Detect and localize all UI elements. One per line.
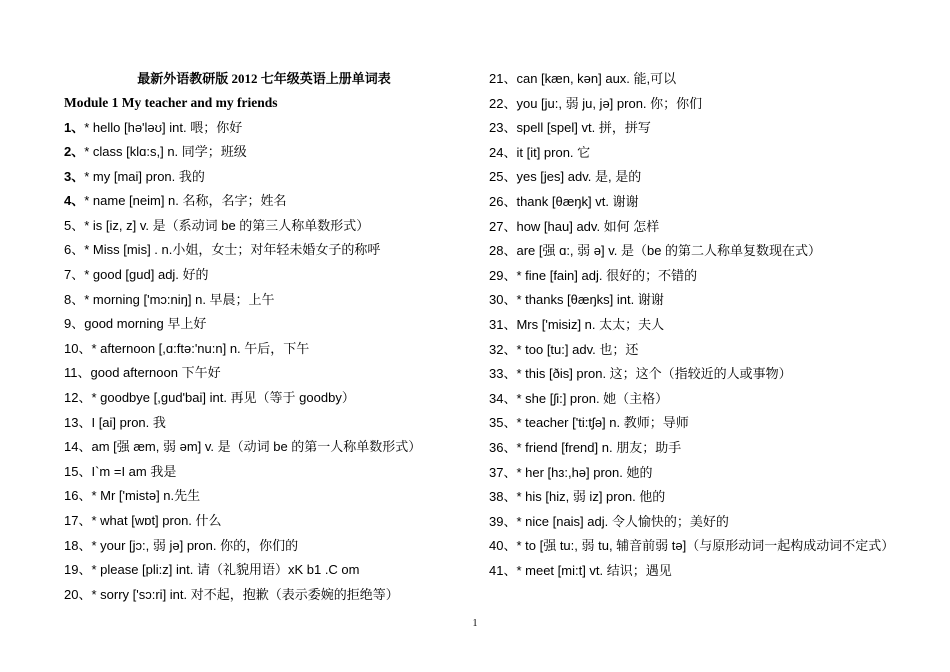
- entry-number: 27、: [489, 218, 517, 234]
- entry-text: spell [spel] vt. 拼，拼写: [516, 120, 651, 136]
- entry-text: can [kæn, kən] aux. 能,可以: [516, 71, 677, 86]
- entry-number: 13、: [64, 414, 92, 430]
- entry-text: * good [ɡud] adj. 好的: [84, 267, 209, 283]
- word-entry: [64, 116, 464, 141]
- entry-number: 2、: [64, 144, 85, 160]
- entry-text: * is [iz, z] v. 是（系动词 be 的第三人称单数形式）: [84, 217, 370, 233]
- entry-text: * your [jɔ:, 弱 jə] pron. 你的，你们的: [91, 537, 299, 553]
- entry-text: * afternoon [,ɑ:ftə:'nu:n] n. 午后，下午: [91, 340, 310, 356]
- entry-number: 7、: [64, 267, 85, 283]
- entry-number: 17、: [64, 513, 92, 528]
- entry-number: 34、: [489, 390, 517, 406]
- entry-text: * too [tu:] adv. 也；还: [516, 341, 639, 357]
- entry-text: * meet [mi:t] vt. 结识；遇见: [516, 562, 672, 578]
- word-entry: [64, 263, 464, 288]
- entry-number: 1、: [64, 119, 85, 135]
- entry-text: am [强 æm, 弱 əm] v. 是（动词 be 的第一人称单数形式）: [91, 439, 422, 455]
- word-entry: [64, 583, 464, 608]
- word-entry: [64, 386, 464, 411]
- word-entry: [489, 92, 909, 117]
- entry-number: 12、: [64, 390, 92, 406]
- entry-number: 5、: [64, 217, 85, 233]
- entry-number: 38、: [489, 489, 517, 505]
- entry-number: 6、: [64, 242, 85, 258]
- word-entry: [489, 288, 909, 313]
- entry-text: I`m =I am 我是: [91, 463, 177, 479]
- entry-number: 24、: [489, 144, 517, 160]
- entry-number: 40、: [489, 538, 517, 554]
- entry-text: good morning 早上好: [84, 316, 207, 332]
- entry-number: 3、: [64, 168, 85, 184]
- word-entry: [64, 435, 464, 460]
- entry-text: yes [jes] adv. 是, 是的: [516, 169, 642, 185]
- entry-number: 15、: [64, 463, 92, 479]
- entry-number: 23、: [489, 120, 517, 136]
- right-column: [489, 67, 909, 583]
- entry-number: 8、: [64, 291, 85, 307]
- word-entry: [489, 534, 909, 559]
- entry-text: it [it] pron. 它: [516, 144, 591, 160]
- entry-number: 10、: [64, 340, 92, 356]
- entry-text: are [强 ɑ:, 弱 ə] v. 是（be 的第二人称单复数现在式）: [516, 243, 822, 259]
- entry-text: * please [pli:z] int. 请（礼貌用语）xK b1 .C om: [91, 562, 360, 578]
- entry-text: * my [mai] pron. 我的: [84, 168, 205, 184]
- entry-number: 35、: [489, 415, 517, 431]
- entry-number: 37、: [489, 464, 517, 480]
- word-entry: [64, 337, 464, 362]
- entry-number: 30、: [489, 292, 517, 308]
- entry-text: * her [hɜ:,hə] pron. 她的: [516, 464, 653, 480]
- word-entry: [64, 460, 464, 485]
- page-number: 1: [472, 618, 478, 629]
- word-entry: [489, 411, 909, 436]
- word-entry: [489, 239, 909, 264]
- word-entry: [489, 436, 909, 461]
- entry-text: * teacher ['ti:tʃə] n. 教师；导师: [516, 415, 689, 431]
- entry-number: 32、: [489, 341, 517, 357]
- entry-number: 39、: [489, 513, 517, 529]
- entry-number: 4、: [64, 193, 85, 209]
- word-entry: [489, 510, 909, 535]
- entry-text: how [hau] adv. 如何 怎样: [516, 218, 660, 234]
- word-entry: [489, 264, 909, 289]
- entry-text: * Miss [mis] . n.小姐，女士；对年轻未婚女子的称呼: [84, 242, 381, 258]
- left-column: [64, 67, 464, 607]
- entry-number: 19、: [64, 562, 92, 578]
- word-entry: [64, 214, 464, 239]
- entry-text: Mrs ['misiz] n. 太太；夫人: [516, 316, 665, 332]
- entry-text: you [ju:, 弱 ju, jə] pron. 你；你们: [516, 95, 703, 111]
- word-entry: [489, 141, 909, 166]
- left-word-list: [64, 116, 464, 608]
- word-entry: [64, 312, 464, 337]
- word-entry: [489, 165, 909, 190]
- entry-text: * friend [frend] n. 朋友；助手: [516, 439, 682, 455]
- word-entry: [489, 313, 909, 338]
- entry-number: 29、: [489, 267, 517, 283]
- word-entry: [489, 116, 909, 141]
- entry-text: * fine [fain] adj. 很好的；不错的: [516, 267, 698, 283]
- entry-text: * nice [nais] adj. 令人愉快的；美好的: [516, 513, 729, 529]
- entry-text: * morning ['mɔ:niŋ] n. 早晨；上午: [84, 291, 275, 307]
- entry-text: * thanks [θæŋks] int. 谢谢: [516, 292, 664, 308]
- word-entry: [64, 238, 464, 263]
- entry-number: 31、: [489, 316, 517, 332]
- word-entry: [489, 190, 909, 215]
- entry-text: * class [klɑ:s,] n. 同学；班级: [84, 144, 247, 160]
- word-entry: [489, 485, 909, 510]
- entry-text: thank [θæŋk] vt. 谢谢: [516, 193, 639, 209]
- entry-number: 33、: [489, 366, 517, 382]
- module-heading: Module 1 My teacher and my friends: [64, 95, 278, 110]
- entry-number: 21、: [489, 71, 517, 86]
- entry-number: 25、: [489, 169, 517, 185]
- word-entry: [64, 165, 464, 190]
- entry-number: 11、: [64, 365, 91, 381]
- word-entry: [489, 338, 909, 363]
- word-entry: [64, 411, 464, 436]
- entry-number: 26、: [489, 193, 517, 209]
- entry-text: good afternoon 下午好: [90, 365, 221, 381]
- word-entry: [64, 361, 464, 386]
- entry-number: 41、: [489, 562, 517, 578]
- entry-text: * hello [hə'ləʊ] int. 喂；你好: [84, 119, 243, 135]
- entry-number: 18、: [64, 537, 92, 553]
- entry-text: * his [hiz, 弱 iz] pron. 他的: [516, 489, 666, 505]
- entry-number: 16、: [64, 488, 92, 504]
- word-entry: [489, 559, 909, 584]
- entry-text: * she [ʃi:] pron. 她（主格）: [516, 390, 669, 406]
- word-entry: [489, 461, 909, 486]
- entry-text: * goodbye [,ɡud'bai] int. 再见（等于 goodby）: [91, 390, 355, 406]
- entry-number: 9、: [64, 316, 85, 332]
- entry-number: 14、: [64, 439, 92, 455]
- word-entry: [64, 288, 464, 313]
- page-title: 最新外语教研版 2012 七年级英语上册单词表: [137, 71, 391, 86]
- word-entry: [64, 558, 464, 583]
- entry-number: 22、: [489, 95, 517, 111]
- entry-text: * to [强 tu:, 弱 tu, 辅音前弱 tə]（与原形动词一起构成动词不定式）: [516, 538, 895, 554]
- entry-text: * what [wɒt] pron. 什么: [91, 513, 222, 528]
- entry-text: I [ai] pron. 我: [91, 414, 166, 430]
- word-entry: [64, 484, 464, 509]
- entry-number: 28、: [489, 243, 517, 259]
- right-word-list: [489, 67, 909, 583]
- word-entry: [489, 362, 909, 387]
- entry-text: * name [neim] n. 名称，名字；姓名: [84, 193, 287, 209]
- word-entry: [489, 215, 909, 240]
- word-entry: [64, 509, 464, 534]
- entry-text: * this [ðis] pron. 这；这个（指较近的人或事物）: [516, 366, 792, 382]
- entry-number: 36、: [489, 439, 517, 455]
- entry-number: 20、: [64, 586, 92, 602]
- entry-text: * sorry ['sɔ:ri] int. 对不起，抱歉（表示委婉的拒绝等）: [91, 586, 399, 602]
- word-entry: [489, 387, 909, 412]
- word-entry: [64, 189, 464, 214]
- entry-text: * Mr ['mistə] n.先生: [91, 488, 201, 504]
- word-entry: [489, 67, 909, 92]
- word-entry: [64, 534, 464, 559]
- word-entry: [64, 140, 464, 165]
